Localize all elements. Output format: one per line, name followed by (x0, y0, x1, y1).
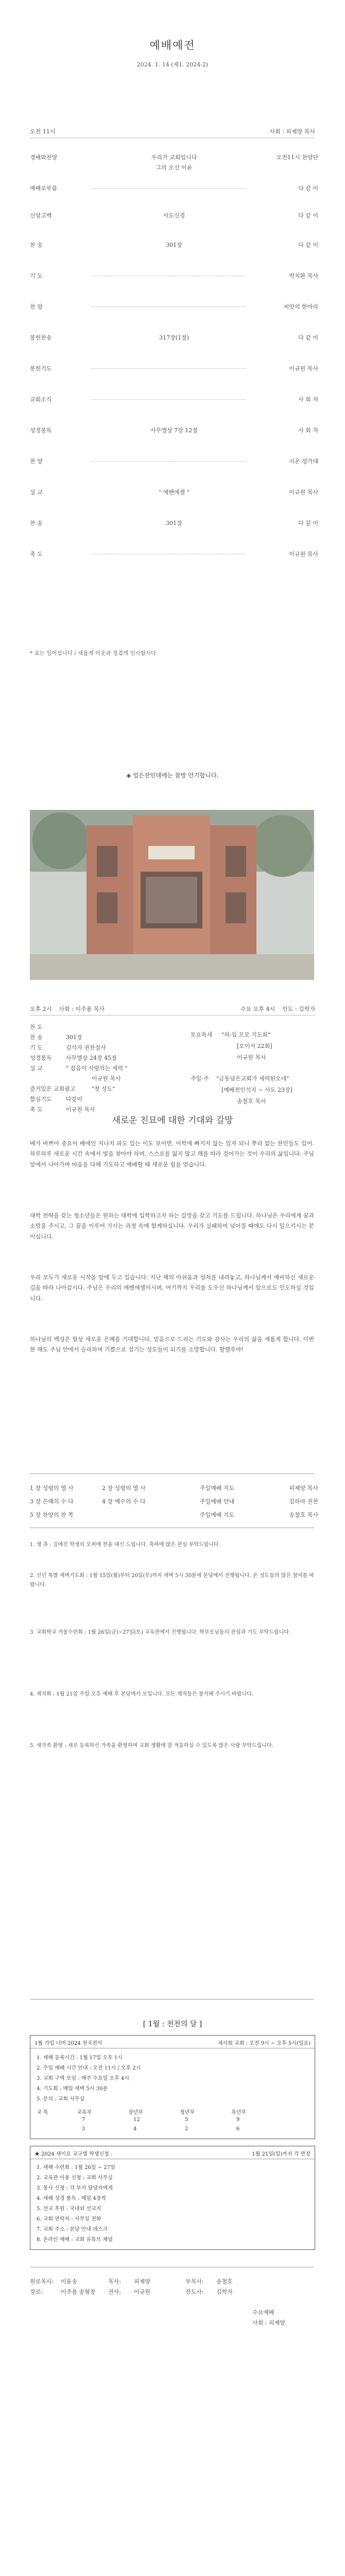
service-note: * 표는 일어섭니다 / 새롭게 이웃과 정겹게 인사합시다 (30, 650, 157, 656)
bulletin-date: 2024. 1. 14 (제1. 2024-2) (136, 61, 209, 68)
sermon-title: 새로운 친묘에 대한 기대와 갈망 (112, 1115, 233, 1126)
service-leader: 사회 : 피제양 목사 (269, 128, 315, 135)
weekly-box: ★ 2024 새이요 교구별 학생신청 : 1월 21일(일)까지 각 반장 1. 새해 수련회 : 1월 26일 ~ 27일 2. 교육관 이용 신청 : 교회 사무실 3. 봉사 신청 : 각 부서 담당자에게 4. 새해 성경 통독 : 매일 4장씩 5. 선교 후원 : 국내외 선교지 6. 교회 연락처 : 사무실 전화 7. 교회 주소 : 본당 안내 데스크 8. 온라인 예배 : 교회 유튜브 채널 (30, 2146, 315, 2250)
announcement-item: 4. 제직회 : 1월 21일 주일 오후 예배 후 본당에서 모입니다. 모든 제직들은 참석해 주시기 바랍니다. (30, 1691, 253, 1697)
announcement-item: 1. 생 축 : 김예진 학생의 오퍼에 찬을 대신 드립니다. 축하에 많은 관심 부탁드립니다. (30, 1542, 220, 1548)
sermon-paragraph: 우리 모두가 새로운 시작을 앞에 두고 있습니다. 지난 해의 아쉬움과 상처를 내려놓고, 하나님께서 예비하신 새로운 길을 따라 나아갑시다. 주님은 우리의 에벤에셀이시며, 여기까지 우리를 도우신 하나님께서 앞으로도 인도하실 것입니다. (30, 1274, 314, 1302)
church-building-illustration (30, 810, 314, 980)
service-header (30, 127, 315, 138)
divider (30, 1473, 314, 1474)
announcement-item: 5. 새가족 환영 : 새로 등록하신 가족을 환영하며 교회 생활에 잘 적응하실 수 있도록 많은 사랑 부탁드립니다. (30, 1743, 273, 1749)
evening-header: 오후 2시 사회 : 이주용 목사 수요 오후 4시 인도 : 김학자 (30, 1005, 315, 1015)
announcement-item: 2. 신년 특별 새벽기도회 : 1월 15일(월)부터 20일(토)까지 새벽 5시 30분에 본당에서 진행됩니다. 온 성도들의 많은 참여를 바랍니다. (30, 1573, 315, 1588)
page-title: 예배예전 (149, 39, 196, 52)
notice-line: ◈ 얼은잔인데에는 참방 안기합니다. (126, 772, 219, 779)
weekly-box: 1월 가입 너머 2024 천국전서 새사회 교회 : 오전 9시 ~ 오후 5시(일요) 1. 새해 등록시간 : 1월 17일 오후 1시 2. 주일 예배 시간 안내 : 오전 11시 / 오후 2시 3. 교회 구역 모임 : 매주 수요일 오후 4시 4. 기도회 : 매일 새벽 5시 30분 5. 문의 : 교회 사무실 교 목 교육부 장년부 청년부 유년부 7 12 5 9 3 4 2 6 (30, 2035, 315, 2139)
weekly-heading: [ 1월 : 천천의 달 ] (143, 2020, 202, 2028)
sermon-paragraph: 배가 바쁘아 중요이 배에인 지나치 파도 있는 이도 보이면. 이학에 빠지지 않는 일자 되니 뿌리 없는 찬민들도 있어. 하루하루 새로운 시간 속에서 빛을 찾아야 하며, 스스로를 잃지 않고 해를 따라 걸어가는 것이 우리의 삶입니다. 주님 앞에서 나아가며 마음을 다해 기도하고 예배할 때 새로운 힘을 얻습니다. (30, 1140, 314, 1168)
sermon-paragraph: 대학 전략을 갖는 청소년들은 원하는 대학에 입학하고자 하는 갈망을 갖고 기도를 드립니다. 하나님은 우리에게 꿈과 소망을 주시고, 그 꿈을 이루어 가시는 과정 속에 함께하십니다. 우리가 실패하여 넘어질 때에도 다시 일으키시는 분이십니다. (30, 1212, 314, 1240)
bulletin-page: 예배예전 2024. 1. 14 (제1. 2024-2) 오전 11시 사회 : 피제양 목사 경배와찬양 우리가 교회입니다 오전11시 찬양단 그의 오신 이유 예배로부름 다 같 이 신앙고백 사도신경 다 같 이 찬 송 301장 다 같 이 기 도 박치환 목사 찬 양 씨앗의 한아리 봉헌찬송 317장(1절) 다 같 이 봉헌기도 이규원 목사 교회소식 사 회 자 성경봉독 사무엘상 7장 12절 사 회 자 찬 양 시온 성가대 설 교 " 에벤에셀 " 이규원 목사 찬 송 301장 다 같 이 축 도 이규원 목사 * 표는 일어섭니다 / 새롭게 이웃과 정겹게 인사합시다 ◈ 얼은잔인데에는 참방 안기합니다. 오후 2시 사회 : 이주용 목사 수요 오후 4시 인도 : 김학자 찬 도 찬 송 301장 기 도 김석자 권찬집사 성경봉독 사무엘상 24장 45절 설 교 " 잡음이 사랑의는 세력 " 이규원 목사 즐거있은 교회광고 "첫 성도" 합심기도 다같이 축 도 이규원 목사 토요특새 "허-입 모모 기도회" [오이서 22회] 이규원 목사 주일-주 "금동넘은교회가 세력된오네" [예배전인석지 ~ 사도 23장] 송철호 목사 새로운 친묘에 대한 기대와 갈망 배가 바쁘아 중요이 배에인 지나치 파도 있는 이도 보이면. 이학에 빠지지 않는 일자 되니 뿌리 없는 찬민들도 있어. 하루하루 새로운 시간 속에서 빛을 찾아야 하며, 스스로를 잃지 않고 해를 따라 걸어가는 것이 우리의 삶입니다. 주님 앞에서 나아가며 마음을 다해 기도하고 예배할 때 새로운 힘을 얻습니다. 대학 전략을 갖는 청소년들은 원하는 대학에 입학하고자 하는 갈망을 갖고 기도를 드립니다. 하나님은 우리에게 꿈과 소망을 주시고, 그 꿈을 이루어 가시는 과정 속에 함께하십니다. 우리가 실패하여 넘어질 때에도 다시 일으키시는 분이십니다. 우리 모두가 새로운 시작을 앞에 두고 있습니다. 지난 해의 아쉬움과 상처를 내려놓고, 하나님께서 예비하신 새로운 길을 따라 나아갑시다. 주님은 우리의 에벤에셀이시며, 여기까지 우리를 도우신 하나님께서 앞으로도 인도하실 것입니다. 하나님의 백성은 항상 새로운 은혜를 기대합니다. 믿음으로 드리는 기도와 감사는 우리의 삶을 새롭게 합니다. 이번 한 해도 주님 안에서 승리하며 기쁨으로 섬기는 성도들이 되기를 소망합니다. 할렐루야! 1 장 성령의 열 사 2 장 성령의 열 사 주일예배 지도 피제양 목사 3 장 은혜의 수 다 4 장 예수의 수 다 주일예배 안내 김하마 권찬 5 장 찬양의 찬 쪽 주일예배 지도 송철호 목사 1. 생 축 : 김예진 학생의 오퍼에 찬을 대신 드립니다. 축하에 많은 관심 부탁드립니다. 2. 신년 특별 새벽기도회 : 1월 15일(월)부터 20일(토)까지 새벽 5시 30분에 본당에서 진행됩니다. 온 성도들의 많은 참여를 바랍니다. 3. 교회학교 겨울수련회 : 1월 26일(금)~27일(토) 교육관에서 진행됩니다. 학부모님들의 관심과 기도 부탁드립니다. 4. 제직회 : 1월 21일 주일 오후 예배 후 본당에서 모입니다. 모든 제직들은 참석해 주시기 바랍니다. 5. 새가족 환영 : 새로 등록하신 가족을 환영하며 교회 생활에 잘 적응하실 수 있도록 많은 사랑 부탁드립니다. [ 1월 : 천천의 달 ] 1월 가입 너머 2024 천국전서 새사회 교회 : 오전 9시 ~ 오후 5시(일요) 1. 새해 등록시간 : 1월 17일 오후 1시 2. 주일 예배 시간 안내 : 오전 11시 / 오후 2시 3. 교회 구역 모임 : 매주 수요일 오후 4시 4. 기도회 : 매일 새벽 5시 30분 5. 문의 : 교회 사무실 교 목 교육부 장년부 청년부 유년부 7 12 5 9 3 4 2 6 ★ 2024 새이요 교구별 학생신청 : 1월 21일(일)까지 각 반장 1. 새해 수련회 : 1월 26일 ~ 27일 2. 교육관 이용 신청 : 교회 사무실 3. 봉사 신청 : 각 부서 담당자에게 4. 새해 성경 통독 : 매일 4장씩 5. 선교 후원 : 국내외 선교지 6. 교회 연락처 : 사무실 전화 7. 교회 주소 : 본당 안내 데스크 8. 온라인 예배 : 교회 유튜브 채널 원로목사: 이윤송 장로: 이주용 송형창 목사: 피제양 권사: 이규원 부목사: 송철호 전도사: 김학자 수요예배 사회 : 피제양 (0, 0, 345, 2576)
church-photo (30, 810, 314, 980)
service-time: 오전 11시 (30, 128, 56, 135)
announcement-item: 3. 교회학교 겨울수련회 : 1월 26일(금)~27일(토) 교육관에서 진행됩니다. 학부모님들의 관심과 기도 부탁드립니다. (30, 1630, 291, 1635)
sermon-paragraph: 하나님의 백성은 항상 새로운 은혜를 기대합니다. 믿음으로 드리는 기도와 감사는 우리의 삶을 새롭게 합니다. 이번 한 해도 주님 안에서 승리하며 기쁨으로 섬기는 성도들이 되기를 소망합니다. 할렐루야! (30, 1336, 314, 1353)
